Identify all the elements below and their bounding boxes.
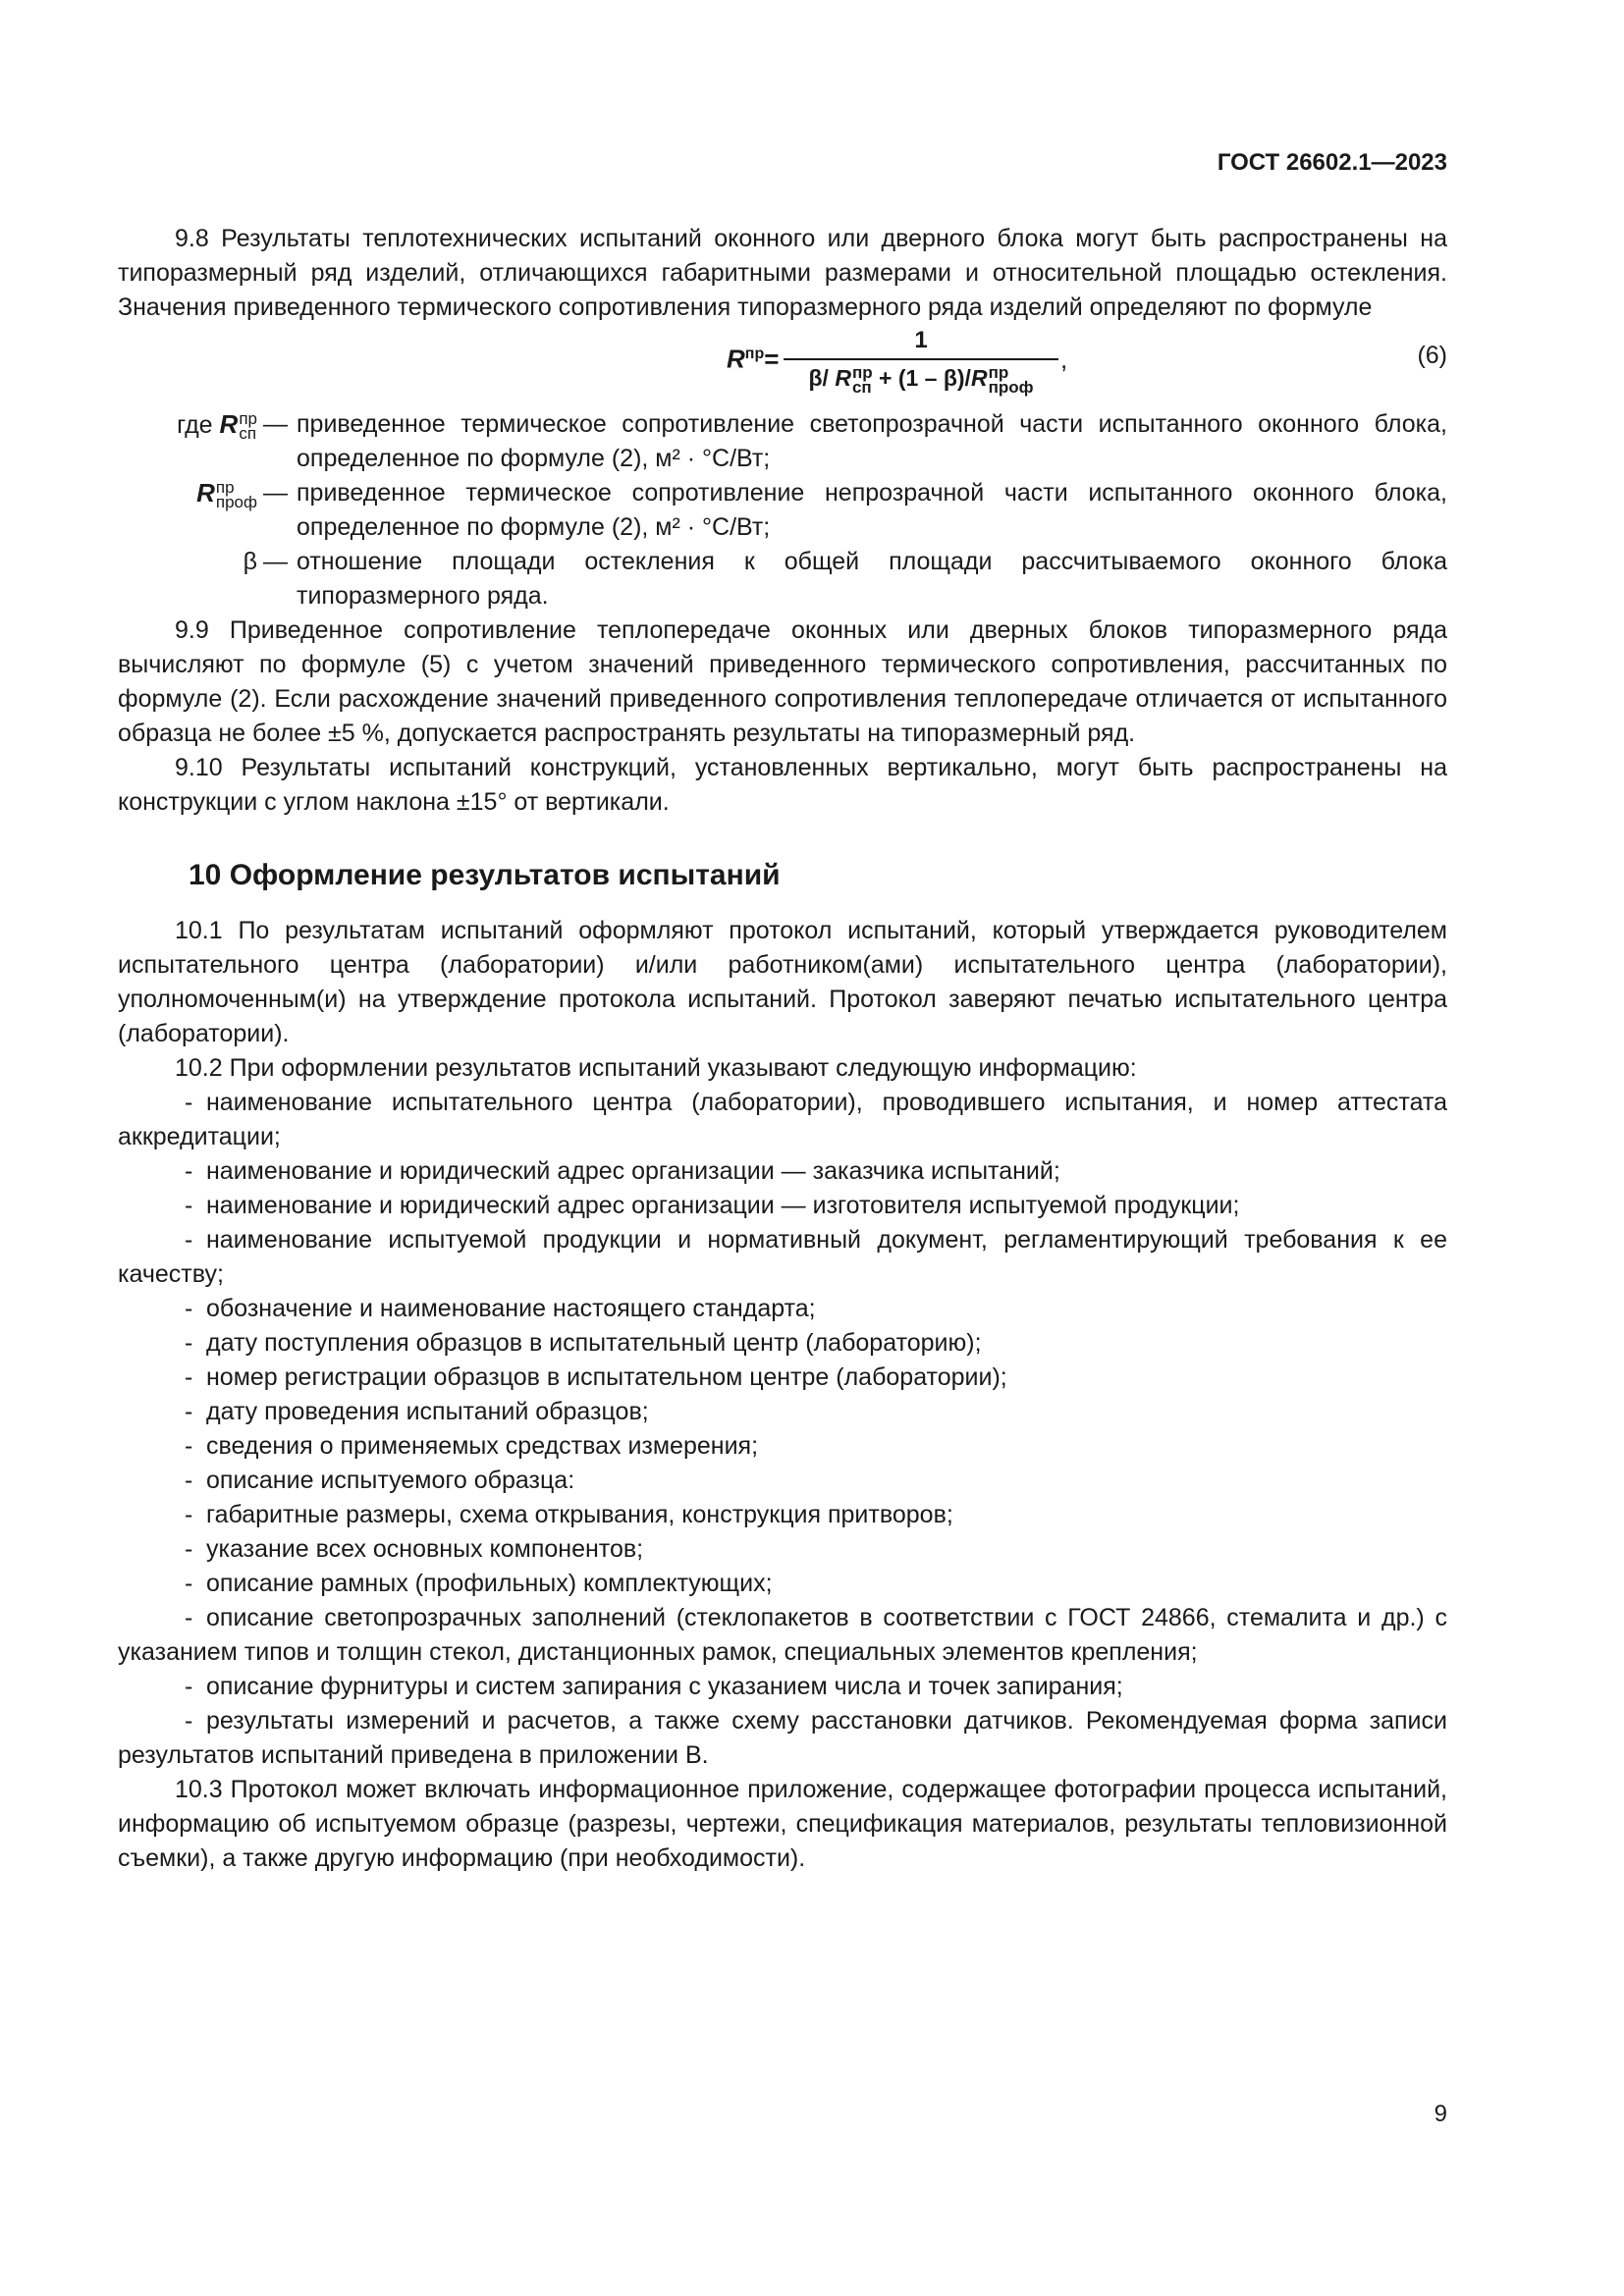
- where-symbol-r-sp: R: [219, 409, 239, 439]
- list-item: [118, 1498, 1447, 1532]
- list-item-text: наименование и юридический адрес организации — заказчика испытаний;: [206, 1157, 1060, 1185]
- where-dash: —: [263, 548, 288, 575]
- where-symbol-r-prof: R: [196, 478, 215, 507]
- list-dash: -: [185, 1089, 193, 1116]
- paragraph-10-1: 10.1 По результатам испытаний оформляют протокол испытаний, который утверждается руководителем испытательного центра (лаборатории) и/или работником(ами) испытательного центра (лаборатории), уполномоченным(и) на утверждение протокола испытаний. Протокол заверяют печатью испытательного центра (лаборатории).: [118, 917, 1447, 1047]
- list-item: [118, 1326, 1447, 1361]
- formula-den-r1: R: [835, 365, 851, 391]
- list-dash: -: [185, 1329, 193, 1357]
- where-item-r-prof: [118, 476, 1447, 545]
- list-item-text: дату поступления образцов в испытательный центр (лабораторию);: [206, 1329, 982, 1357]
- formula-den-r1-indices: [851, 362, 873, 397]
- where-item-r-sp: [118, 407, 1447, 476]
- list-item-text: дату проведения испытаний образцов;: [206, 1398, 649, 1425]
- list-item: [118, 1567, 1447, 1601]
- where-symbol-r-prof-sub: проф: [215, 493, 257, 512]
- document-code-header: ГОСТ 26602.1—2023: [1217, 149, 1447, 176]
- formula-den-r1-sup: пр: [851, 362, 873, 382]
- list-dash: -: [185, 1398, 193, 1425]
- list-item: [118, 1601, 1447, 1670]
- paragraph-9-9: 9.9 Приведенное сопротивление теплопередаче оконных или дверных блоков типоразмерного ряда вычисляют по формуле (5) с учетом значений приведенного термического сопротивления, рассчитанных по формуле (2). Если расхождение значений приведенного сопротивления теплопередаче отличается от испытанного образца не более ±5 %, допускается распространять результаты на типоразмерный ряд.: [118, 616, 1447, 747]
- where-text-beta: отношение площади остекления к общей площади рассчитываемого оконного блока типоразмерного ряда.: [297, 548, 1447, 610]
- where-symbol-r-sp-sub: сп: [239, 424, 257, 444]
- list-item-text: наименование испытуемой продукции и нормативный документ, регламентирующий требования к ее качеству;: [118, 1226, 1447, 1288]
- list-dash: -: [185, 1432, 193, 1460]
- formula-equals: =: [764, 344, 780, 374]
- list-dash: -: [185, 1570, 193, 1597]
- where-text-r-sp: приведенное термическое сопротивление светопрозрачной части испытанного оконного блока, определенное по формуле (2), м² · °С/Вт;: [297, 410, 1447, 472]
- list-item-text: обозначение и наименование настоящего стандарта;: [206, 1295, 816, 1322]
- where-lead: [118, 476, 257, 511]
- list-item-text: описание фурнитуры и систем запирания с указанием числа и точек запирания;: [206, 1673, 1123, 1700]
- list-item-text: номер регистрации образцов в испытательном центре (лаборатории);: [206, 1363, 1007, 1391]
- list-dash: -: [185, 1467, 193, 1494]
- where-lead: [118, 545, 257, 579]
- list-dash: -: [185, 1535, 193, 1563]
- formula-den-r2-sup: пр: [988, 362, 1009, 382]
- list-dash: -: [185, 1226, 193, 1254]
- formula-lhs-symbol: R: [727, 344, 745, 374]
- where-symbol-r-prof-sup: пр: [215, 478, 235, 498]
- where-item-beta: [118, 545, 1447, 614]
- paragraph-10-3: 10.3 Протокол может включать информационное приложение, содержащее фотографии процесса испытаний, информацию об испытуемом образце (разрезы, чертежи, спецификация материалов, результаты тепловизионной съемки), а также другую информацию (при необходимости).: [118, 1776, 1447, 1872]
- formula-den-r2-indices: [988, 362, 1034, 397]
- list-dash: -: [185, 1604, 193, 1631]
- list-item: [118, 1464, 1447, 1498]
- list-dash: -: [185, 1192, 193, 1219]
- where-lead: [118, 407, 257, 443]
- list-item-text: описание светопрозрачных заполнений (стеклопакетов в соответствии с ГОСТ 24866, стемалита и др.) с указанием типов и толщин стекол, дистанционных рамок, специальных элементов крепления;: [118, 1604, 1447, 1666]
- paragraph-10-2: 10.2 При оформлении результатов испытаний указывают следующую информацию:: [175, 1054, 1137, 1082]
- where-symbol-beta: β: [243, 548, 257, 575]
- where-dash: —: [263, 410, 288, 438]
- list-dash: -: [185, 1157, 193, 1185]
- list-item-text: наименование и юридический адрес организации — изготовителя испытуемой продукции;: [206, 1192, 1240, 1219]
- list-item: [118, 1154, 1447, 1189]
- formula-den-mid: + (1 – β)/: [872, 365, 971, 391]
- list-dash: -: [185, 1501, 193, 1528]
- where-text-r-prof: приведенное термическое сопротивление непрозрачной части испытанного оконного блока, определенное по формуле (2), м² · °С/Вт;: [297, 479, 1447, 541]
- document-body: [118, 222, 1447, 1876]
- paragraph-9-8: 9.8 Результаты теплотехнических испытаний оконного или дверного блока могут быть распространены на типоразмерный ряд изделий, отличающихся габаритными размерами и относительной площадью остекления. Значения приведенного термического сопротивления типоразмерного ряда изделий определяют по формуле: [118, 225, 1447, 321]
- paragraph-9-10: 9.10 Результаты испытаний конструкций, установленных вертикально, могут быть распространены на конструкции с углом наклона ±15° от вертикали.: [118, 754, 1447, 816]
- list-item-text: указание всех основных компонентов;: [206, 1535, 644, 1563]
- formula-den-r2: R: [970, 365, 988, 391]
- list-item: [118, 1361, 1447, 1395]
- list-dash: -: [185, 1673, 193, 1700]
- where-word: где: [177, 411, 213, 439]
- list-item: [118, 1189, 1447, 1223]
- formula-den-r2-sub: проф: [988, 377, 1034, 397]
- formula-lhs: [727, 337, 779, 377]
- list-item: [118, 1395, 1447, 1429]
- formula-lhs-sup: пр: [744, 346, 765, 362]
- formula-denominator: [784, 360, 1058, 396]
- where-dash: —: [263, 479, 288, 507]
- list-10-2: [118, 1086, 1447, 1773]
- list-item: [118, 1223, 1447, 1292]
- list-item-text: результаты измерений и расчетов, а также схему расстановки датчиков. Рекомендуемая форма записи результатов испытаний приведена в приложении В.: [118, 1707, 1447, 1769]
- list-item: [118, 1532, 1447, 1567]
- formula-comma: ,: [1060, 345, 1068, 374]
- list-item-text: наименование испытательного центра (лаборатории), проводившего испытания, и номер аттестата аккредитации;: [118, 1089, 1447, 1150]
- formula-den-r1-sub: сп: [851, 377, 872, 397]
- formula-expression: [609, 325, 1100, 401]
- list-item: [118, 1086, 1447, 1154]
- list-item: [118, 1429, 1447, 1464]
- list-item-text: описание испытуемого образца:: [206, 1467, 575, 1494]
- page-number: 9: [1434, 2101, 1447, 2127]
- formula-numerator: 1: [784, 325, 1058, 360]
- list-item: [118, 1670, 1447, 1704]
- list-dash: -: [185, 1363, 193, 1391]
- where-symbol-r-sp-indices: [239, 409, 257, 444]
- formula-fraction: [784, 325, 1058, 396]
- where-symbol-r-sp-sup: пр: [239, 409, 257, 429]
- list-item: [118, 1704, 1447, 1773]
- where-symbol-r-prof-indices: [215, 478, 257, 512]
- section-10-title: 10 Оформление результатов испытаний: [189, 859, 781, 891]
- list-item-text: габаритные размеры, схема открывания, конструкция притворов;: [206, 1501, 953, 1528]
- list-item: [118, 1292, 1447, 1326]
- list-dash: -: [185, 1295, 193, 1322]
- formula-den-beta: β/: [808, 365, 836, 391]
- formula-number: (6): [1417, 342, 1447, 369]
- list-item-text: сведения о применяемых средствах измерения;: [206, 1432, 759, 1460]
- formula-6: [118, 325, 1447, 401]
- list-dash: -: [185, 1707, 193, 1735]
- list-item-text: описание рамных (профильных) комплектующих;: [206, 1570, 773, 1597]
